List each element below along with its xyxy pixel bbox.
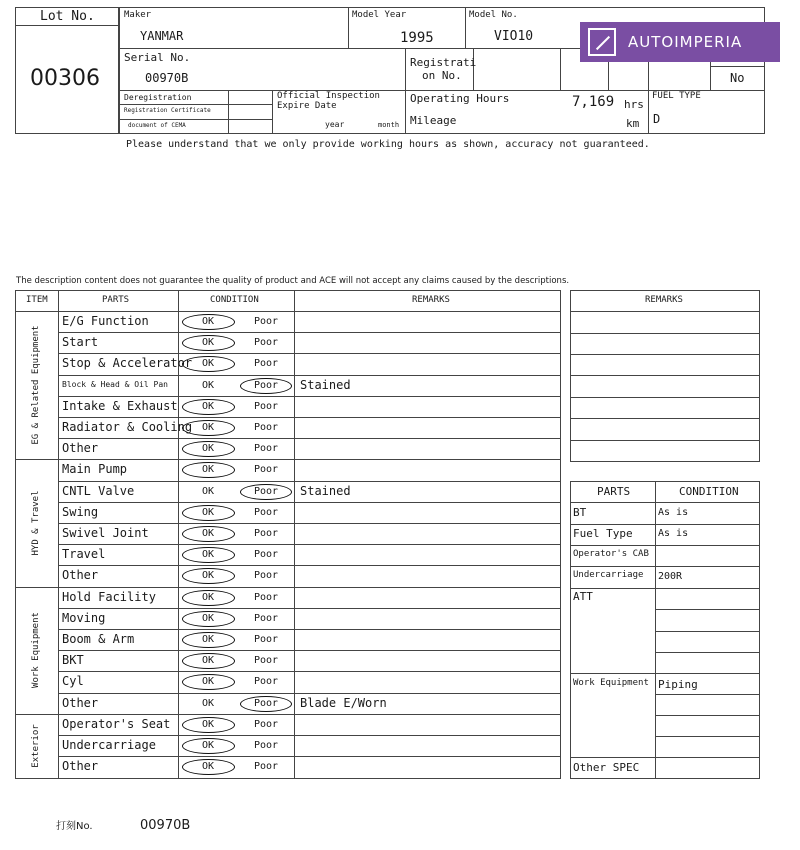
month-label: month: [378, 121, 400, 129]
poor-option: Poor: [254, 591, 279, 603]
lot-number: 00306: [30, 66, 100, 91]
row-divider: [58, 353, 561, 354]
poor-option: Poor: [254, 443, 279, 455]
ac-value: No: [730, 71, 745, 85]
model-year-label: Model Year: [352, 10, 407, 20]
operating-hours-label: Operating Hours: [410, 92, 510, 105]
ok-option: OK: [202, 400, 215, 412]
part-label: Swing: [62, 504, 99, 519]
poor-option: Poor: [254, 422, 279, 433]
row-divider: [58, 502, 561, 503]
row-divider: [58, 671, 561, 672]
row-divider: [15, 587, 561, 588]
poor-option: Poor: [254, 655, 279, 667]
remarks-header: REMARKS: [412, 295, 450, 305]
km-unit: km: [626, 117, 640, 130]
poor-option: Poor: [254, 358, 279, 370]
lot-label: Lot No.: [40, 9, 95, 24]
part-label: Block & Head & Oil Pan: [62, 379, 168, 389]
ok-option: OK: [202, 422, 215, 433]
part-label: Intake & Exhaust: [62, 398, 178, 413]
poor-option: Poor: [254, 400, 279, 412]
part-label: Moving: [62, 610, 106, 625]
cema-document-label: document of CEMA: [128, 122, 186, 129]
ok-option: OK: [202, 506, 215, 518]
condition-circle: [182, 505, 235, 521]
registration-certificate-label: Registration Certificate: [124, 107, 211, 114]
row-divider: [58, 438, 561, 439]
row-divider: [58, 375, 561, 376]
maker-value: YANMAR: [140, 29, 184, 43]
hrs-unit: hrs: [624, 98, 644, 111]
registration-label-1: Registrati: [410, 56, 477, 69]
ok-option: OK: [202, 655, 215, 667]
part-label: Cyl: [62, 674, 84, 689]
ok-option: OK: [202, 358, 215, 370]
ok-option: OK: [202, 485, 215, 497]
maker-label: Maker: [124, 10, 152, 20]
year-label: year: [325, 120, 345, 129]
footer-value: 00970B: [140, 818, 191, 833]
remark-text: Stained: [300, 377, 351, 392]
ok-option: OK: [202, 740, 215, 751]
ok-option: OK: [202, 591, 215, 603]
remark-text: Blade E/Worn: [300, 695, 387, 710]
row-divider: [58, 629, 561, 630]
poor-option: Poor: [254, 718, 279, 730]
poor-option: Poor: [254, 634, 279, 645]
footer-label: 打刻No.: [56, 821, 93, 832]
condition-circle: [240, 378, 292, 394]
condition-circle: [182, 717, 235, 733]
part-label: Swivel Joint: [62, 526, 149, 540]
inspection-label-1: Official Inspection: [277, 91, 380, 101]
work-equipment-value: Piping: [658, 678, 698, 691]
model-no-value: VIO10: [494, 29, 534, 44]
poor-option: Poor: [254, 379, 279, 391]
row-divider: [58, 650, 561, 651]
ok-option: OK: [202, 379, 215, 391]
poor-option: Poor: [254, 549, 279, 561]
autoimperia-logo-icon: [588, 28, 616, 56]
disclaimer: The description content does not guarantee the quality of product and ACE will not accept any claims caused by the descriptions.: [16, 276, 570, 286]
part-label: Stop & Accelerator: [62, 356, 193, 371]
condition-circle: [182, 314, 235, 330]
group-label: Exterior: [31, 723, 41, 768]
ok-option: OK: [202, 718, 215, 730]
poor-option: Poor: [254, 464, 279, 476]
part-label: Main Pump: [62, 462, 128, 477]
ok-option: OK: [202, 697, 215, 709]
parts-header: PARTS: [102, 295, 130, 305]
part-label: Undercarriage: [62, 738, 156, 752]
condition-circle: [182, 526, 235, 542]
right-remarks-header: REMARKS: [645, 295, 683, 305]
row-divider: [58, 417, 561, 418]
ok-option: OK: [202, 570, 215, 582]
spec-row-label: Fuel Type: [573, 527, 633, 541]
ok-option: OK: [202, 443, 215, 455]
ok-option: OK: [202, 634, 215, 645]
ok-option: OK: [202, 464, 215, 476]
ok-option: OK: [202, 676, 215, 688]
row-divider: [58, 523, 561, 524]
poor-option: Poor: [254, 337, 279, 349]
row-divider: [15, 459, 561, 460]
spec-row-value: As is: [658, 507, 689, 518]
group-label: Work Equipment: [31, 612, 41, 689]
part-label: Operator's Seat: [62, 716, 171, 731]
ok-option: OK: [202, 337, 215, 349]
part-label: Other: [62, 441, 99, 456]
part-label: Radiator & Cooling: [62, 420, 193, 434]
row-divider: [58, 756, 561, 757]
ok-option: OK: [202, 761, 215, 773]
other-spec-label: Other SPEC: [573, 761, 640, 774]
serial-label: Serial No.: [124, 51, 191, 64]
operating-hours-value: 7,169: [572, 94, 615, 110]
part-label: CNTL Valve: [62, 483, 135, 498]
condition-circle: [240, 484, 292, 500]
serial-value: 00970B: [145, 71, 189, 85]
group-label: EG & Related Equipment: [31, 325, 41, 445]
registration-label-2: on No.: [422, 69, 462, 82]
fuel-type-label: FUEL TYPE: [652, 91, 701, 101]
spec-row-label: Undercarriage: [573, 569, 644, 580]
poor-option: Poor: [254, 612, 279, 624]
ok-option: OK: [202, 316, 215, 327]
condition-circle: [182, 399, 235, 415]
row-divider: [58, 332, 561, 333]
ok-option: OK: [202, 549, 215, 561]
poor-option: Poor: [254, 697, 279, 709]
part-label: Start: [62, 335, 99, 350]
deregistration-label: Deregistration: [124, 93, 192, 102]
att-label: ATT: [573, 590, 593, 603]
row-divider: [58, 481, 561, 482]
part-label: Other: [62, 695, 99, 710]
spec-row-value: As is: [658, 528, 689, 540]
group-label: HYD & Travel: [31, 490, 41, 556]
mileage-label: Mileage: [410, 114, 457, 127]
poor-option: Poor: [254, 761, 279, 773]
condition-circle: [182, 611, 235, 627]
model-no-label: Model No.: [469, 10, 518, 20]
ok-option: OK: [202, 612, 215, 624]
part-label: BKT: [62, 653, 84, 668]
poor-option: Poor: [254, 485, 279, 497]
part-label: Travel: [62, 547, 106, 562]
work-equipment-label: Work Equipment: [573, 678, 649, 688]
poor-option: Poor: [254, 316, 279, 327]
poor-option: Poor: [254, 506, 279, 518]
logo-text: AUTOIMPERIA: [628, 33, 743, 51]
item-header: ITEM: [26, 295, 48, 305]
spec-row-value: 200R: [658, 570, 683, 582]
poor-option: Poor: [254, 570, 279, 582]
row-divider: [58, 544, 561, 545]
part-label: Other: [62, 568, 99, 583]
row-divider: [58, 693, 561, 694]
row-divider: [58, 735, 561, 736]
ok-option: OK: [202, 528, 215, 539]
poor-option: Poor: [254, 740, 279, 751]
poor-option: Poor: [254, 676, 279, 688]
part-label: Boom & Arm: [62, 632, 135, 646]
row-divider: [58, 565, 561, 566]
spec-condition-header: CONDITION: [679, 485, 739, 498]
model-year-value: 1995: [400, 30, 434, 46]
condition-circle: [240, 696, 292, 712]
part-label: Other: [62, 759, 99, 774]
condition-header: CONDITION: [210, 295, 259, 305]
part-label: Hold Facility: [62, 589, 156, 604]
part-label: E/G Function: [62, 314, 149, 328]
hours-notice: Please understand that we only provide working hours as shown, accuracy not guaranteed.: [126, 139, 650, 150]
remark-text: Stained: [300, 483, 351, 498]
row-divider: [15, 714, 561, 715]
inspection-label-2: Expire Date: [277, 101, 337, 111]
condition-circle: [182, 632, 235, 648]
condition-circle: [182, 420, 235, 436]
spec-row-label: BT: [573, 506, 587, 519]
fuel-type-value: D: [653, 112, 661, 126]
condition-circle: [182, 738, 235, 754]
row-divider: [58, 396, 561, 397]
row-divider: [58, 608, 561, 609]
poor-option: Poor: [254, 528, 279, 539]
autoimperia-logo: [580, 22, 780, 62]
spec-parts-header: PARTS: [597, 485, 631, 498]
spec-row-label: Operator's CAB: [573, 548, 649, 559]
condition-circle: [182, 590, 235, 606]
